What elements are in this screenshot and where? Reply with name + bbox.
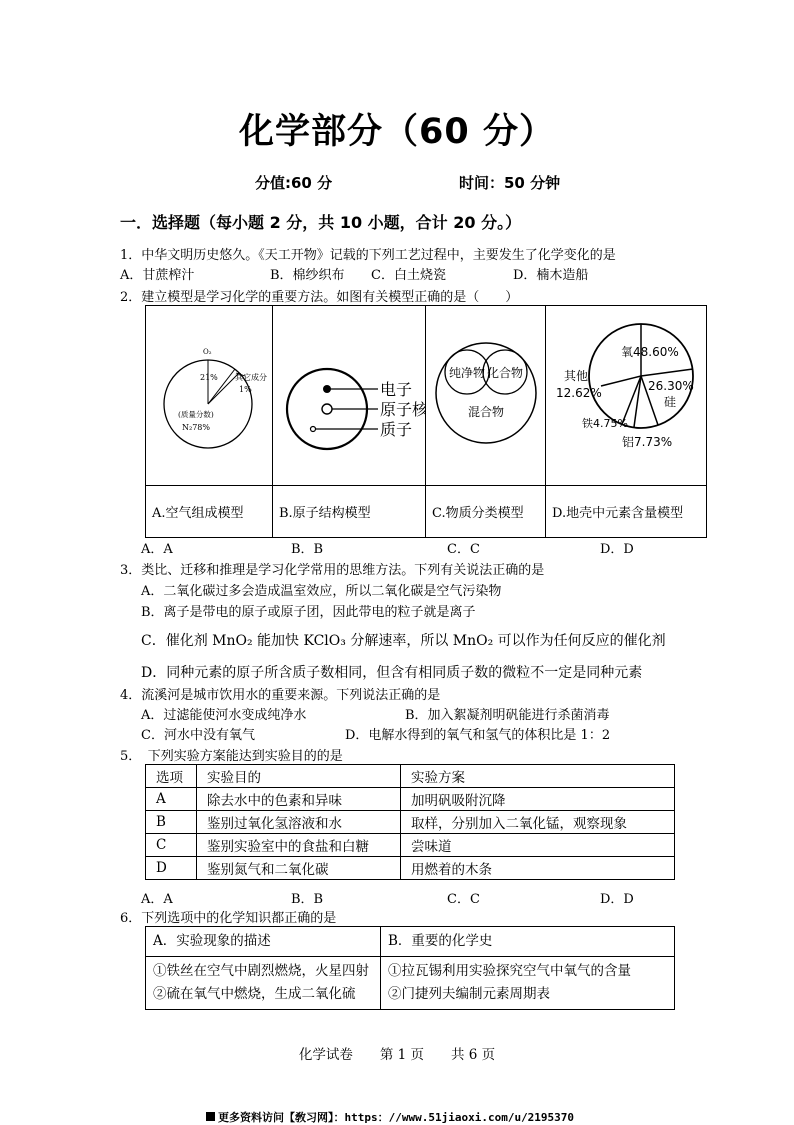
q5-cell: 尝味道 [401,834,675,857]
q5-header-purpose: 实验目的 [197,765,401,788]
q2-option-a: A．A [141,542,173,557]
q1-option-b: B．棉纱织布 [270,268,345,283]
resource-link[interactable] [206,1109,574,1125]
q5-option-b: B．B [291,892,324,907]
q6-b-item-2: ②门捷列夫编制元素周期表 [388,986,550,1002]
q2-option-c: C．C [447,542,480,557]
page-footer: 化学试卷 第 1 页 共 6 页 [298,1047,496,1063]
iron-label: 铁4.75% [582,417,628,430]
score-label: 分值:60 分 [255,174,333,192]
aluminum-label: 铝7.73% [622,435,673,449]
mass-fraction-label: (质量分数) [178,410,214,419]
q5-cell: 鉴别实验室中的食盐和白糖 [197,834,401,857]
q5-cell: 用燃着的木条 [401,857,675,880]
q1-stem: 1．中华文明历史悠久。《天工开物》记载的下列工艺过程中，主要发生了化学变化的是 [120,248,616,263]
q4-option-a: A．过滤能使河水变成纯净水 [141,708,307,723]
o2-label: O₂ [203,348,212,356]
q2-stem: 2．建立模型是学习化学的重要方法。如图有关模型正确的是（ ） [120,290,519,305]
q5-stem: 5． 下列实验方案能达到实验目的的是 [120,749,343,764]
nucleus-label: 原子核 [380,400,425,419]
atom-structure-diagram [273,306,425,481]
section-title: 一．选择题（每小题 2 分，共 10 小题，合计 20 分。） [120,213,522,232]
q6-table [145,926,675,1010]
q2-option-d: D．D [600,542,634,557]
q3-stem: 3．类比、迁移和推理是学习化学常用的思维方法。下列有关说法正确的是 [120,563,545,578]
q5-header-option: 选项 [146,765,197,788]
q5-option-d: D．D [600,892,634,907]
q4-option-d: D．电解水得到的氧气和氢气的体积比是 1：2 [345,728,611,743]
pure-substance-label: 纯净物 [448,366,486,380]
compound-label: 化合物 [486,366,524,380]
q5-cell: B [146,811,197,834]
page-title: 化学部分（60 分） [239,112,555,152]
q1-option-d: D．楠木造船 [513,268,589,283]
air-composition-diagram [146,306,272,481]
q5-header-plan: 实验方案 [401,765,675,788]
air-model-cell [146,306,273,486]
q5-option-c: C．C [447,892,480,907]
q4-option-b: B．加入絮凝剂明矾能进行杀菌消毒 [405,708,610,723]
q5-cell: 鉴别过氧化氢溶液和水 [197,811,401,834]
q5-cell: A [146,788,197,811]
q3-option-c: C．催化剂 MnO₂ 能加快 KClO₃ 分解速率，所以 MnO₂ 可以作为任何反应的催化剂 [141,633,666,649]
time-label: 时间：50 分钟 [459,174,561,192]
q5-cell: 加明矾吸附沉降 [401,788,675,811]
q3-option-b: B．离子是带电的原子或原子团，因此带电的粒子就是离子 [141,605,476,620]
q6-b-item-1: ①拉瓦锡利用实验探究空气中氧气的含量 [388,963,631,979]
flag-icon [206,1112,215,1121]
q6-cell-a [146,957,381,1010]
n2-label: N₂78% [182,423,210,432]
q1-option-a: A．甘蔗榨汁 [120,268,195,283]
q6-stem: 6．下列选项中的化学知识都正确的是 [120,911,337,926]
q6-header-b: B．重要的化学史 [381,927,675,957]
table-row [146,788,675,811]
proton-label: 质子 [380,420,413,439]
q6-a-item-1: ①铁丝在空气中剧烈燃烧，火星四射 [153,963,369,979]
q6-a-item-2: ②硫在氧气中燃烧，生成二氧化硫 [153,986,356,1002]
q3-option-a: A．二氧化碳过多会造成温室效应，所以二氧化碳是空气污染物 [141,584,502,599]
silicon-label: 硅 [664,395,677,409]
silicon-pct-label: 26.30% [648,379,694,393]
o2-pct-label: 21% [200,373,218,382]
crust-model-cell [546,306,707,486]
q3-option-d: D．同种元素的原子所含质子数相同，但含有相同质子数的微粒不一定是同种元素 [141,665,643,681]
q5-cell: D [146,857,197,880]
q5-cell: 鉴别氮气和二氧化碳 [197,857,401,880]
q4-stem: 4．流溪河是城市饮用水的重要来源。下列说法正确的是 [120,688,441,703]
resource-link-text[interactable]: 更多资料访问【敎习网】：https：//www.51jiaoxi.com/u/2195370 [218,1111,575,1124]
oxygen-label: 氧48.60% [621,345,679,359]
table-row [146,834,675,857]
q5-cell: C [146,834,197,857]
q1-option-c: C．白土烧瓷 [371,268,446,283]
q5-option-a: A．A [141,892,173,907]
other-elements-pct-label: 12.62% [556,386,602,400]
q5-cell: 取样，分别加入二氧化锰，观察现象 [401,811,675,834]
table-row [146,811,675,834]
table-row [146,857,675,880]
q2-option-b: B．B [291,542,324,557]
classify-model-cell [426,306,546,486]
electron-label: 电子 [380,380,413,399]
q4-option-c: C．河水中没有氧气 [141,728,255,743]
q6-header-a: A．实验现象的描述 [146,927,381,957]
other-elements-label: 其他 [564,369,589,383]
q5-cell: 除去水中的色素和异味 [197,788,401,811]
crust-model-label: D.地壳中元素含量模型 [546,486,707,538]
q6-cell-b [381,957,675,1010]
q2-model-table [145,305,707,538]
other-gas-label: 其它成分 [235,373,267,382]
atom-model-cell [273,306,426,486]
substance-classification-diagram [426,306,545,481]
crust-element-pie-chart [546,306,706,481]
other-gas-pct-label: 1% [239,385,252,394]
air-model-label: A.空气组成模型 [146,486,273,538]
q5-table [145,764,675,880]
mixture-label: 混合物 [467,405,505,419]
classify-model-label: C.物质分类模型 [426,486,546,538]
atom-model-label: B.原子结构模型 [273,486,426,538]
